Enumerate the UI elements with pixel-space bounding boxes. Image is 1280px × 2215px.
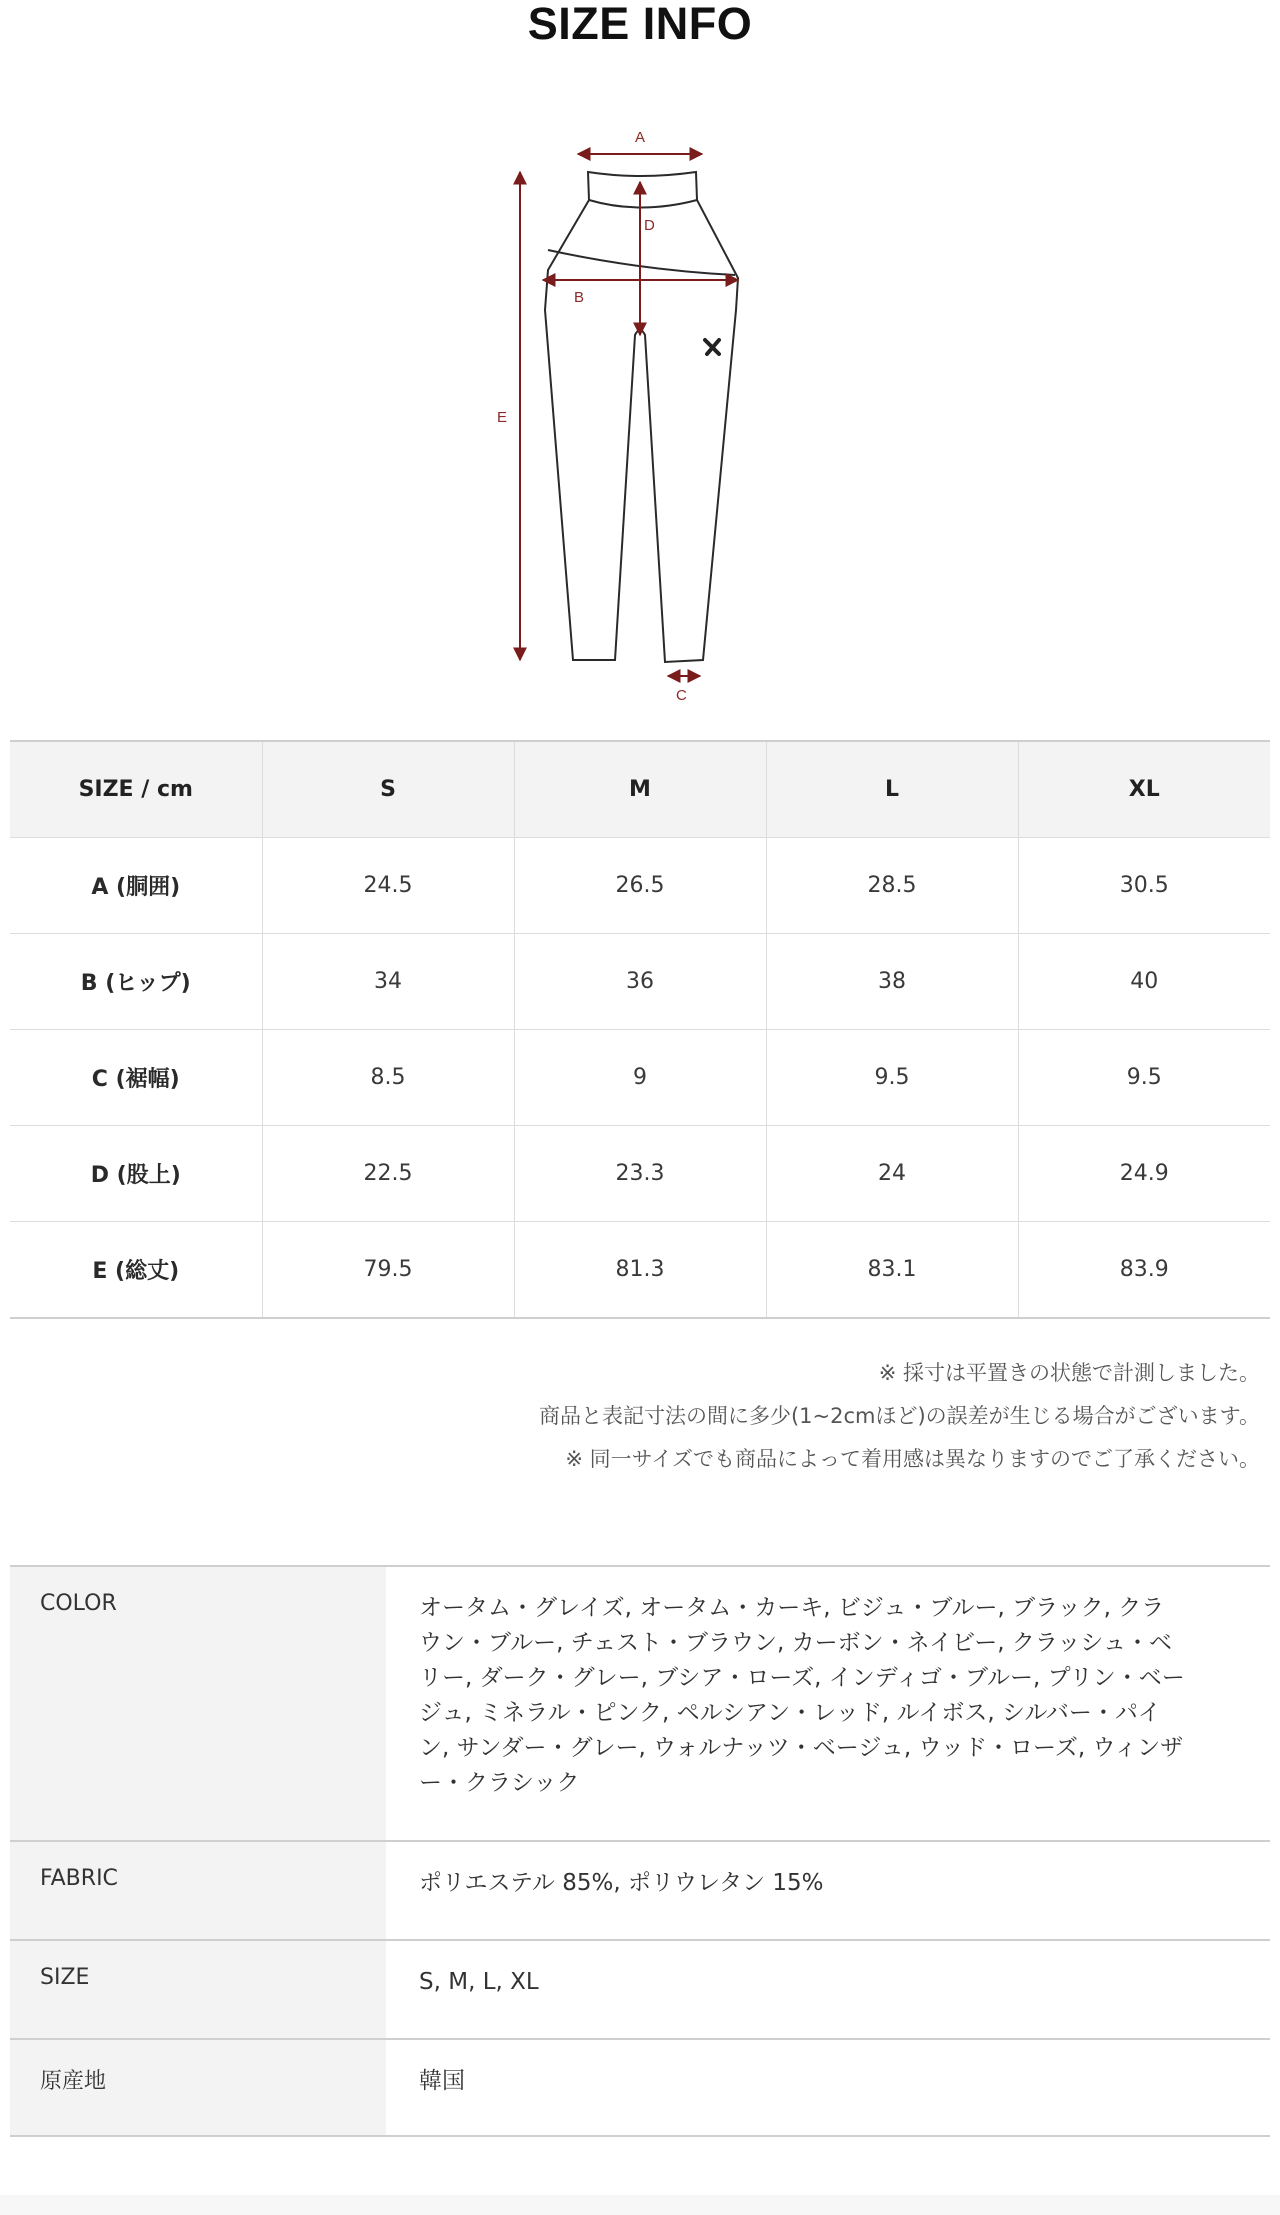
label-c: C — [676, 687, 687, 704]
info-row-origin — [10, 2039, 1270, 2136]
note-line: ※ 採寸は平置きの状態で計測しました。 — [878, 1361, 1260, 1385]
color-line: ウン・ブルー, チェスト・ブラウン, カーボン・ネイビー, クラッシュ・ベ — [419, 1630, 1172, 1656]
table-cell: 8.5 — [262, 1030, 514, 1126]
table-cell: 30.5 — [1018, 838, 1270, 934]
label-a: A — [635, 129, 646, 146]
info-row-color — [10, 1566, 1270, 1841]
page-title: SIZE INFO — [527, 0, 753, 49]
header-cell-s: S — [262, 741, 514, 838]
info-label-fabric: FABRIC — [10, 1841, 386, 1940]
table-cell: 23.3 — [514, 1126, 766, 1222]
info-label-origin: 原産地 — [10, 2039, 386, 2136]
table-row — [10, 934, 1270, 1030]
table-cell: 24 — [766, 1126, 1018, 1222]
note-line: 商品と表記寸法の間に多少(1~2cmほど)の誤差が生じる場合がございます。 — [538, 1404, 1260, 1428]
label-e: E — [497, 409, 508, 426]
info-row-size — [10, 1940, 1270, 2039]
table-cell: 34 — [262, 934, 514, 1030]
measurement-notes — [20, 1352, 1260, 1481]
table-cell: 9 — [514, 1030, 766, 1126]
info-value-origin: 韓国 — [386, 2039, 1270, 2136]
label-b: B — [574, 289, 585, 306]
label-d: D — [644, 217, 655, 234]
table-cell: 9.5 — [766, 1030, 1018, 1126]
table-cell: 26.5 — [514, 838, 766, 934]
product-info-table — [10, 1565, 1270, 2137]
header-cell-l: L — [766, 741, 1018, 838]
row-label: C (裾幅) — [10, 1030, 262, 1126]
table-row — [10, 838, 1270, 934]
note-line: ※ 同一サイズでも商品によって着用感は異なりますのでご了承ください。 — [565, 1447, 1260, 1471]
info-row-fabric — [10, 1841, 1270, 1940]
info-value-fabric: ポリエステル 85%, ポリウレタン 15% — [386, 1841, 1270, 1940]
table-cell: 36 — [514, 934, 766, 1030]
table-cell: 9.5 — [1018, 1030, 1270, 1126]
table-cell: 81.3 — [514, 1222, 766, 1319]
size-chart-table — [10, 740, 1270, 1319]
header-cell-size-unit: SIZE / cm — [10, 741, 262, 838]
row-label: B (ヒップ) — [10, 934, 262, 1030]
table-cell: 28.5 — [766, 838, 1018, 934]
table-cell: 83.9 — [1119, 1257, 1169, 1282]
info-label-color: COLOR — [10, 1566, 386, 1841]
page-footer-band — [0, 2195, 1280, 2215]
size-chart-header-row — [10, 741, 1270, 838]
table-row — [10, 1222, 1270, 1319]
table-cell: 40 — [1018, 934, 1270, 1030]
color-line: リー, ダーク・グレー, ブシア・ローズ, インディゴ・ブルー, プリン・ベー — [419, 1665, 1185, 1691]
leggings-outline — [545, 172, 738, 662]
table-cell: 38 — [766, 934, 1018, 1030]
table-cell: 24.9 — [1018, 1126, 1270, 1222]
table-cell: 79.5 — [262, 1222, 514, 1319]
table-cell: 22.5 — [262, 1126, 514, 1222]
color-line: オータム・グレイズ, オータム・カーキ, ビジュ・ブルー, ブラック, クラ — [419, 1595, 1165, 1621]
row-label: E (総丈) — [10, 1222, 262, 1319]
info-value-size: S, M, L, XL — [386, 1940, 1270, 2039]
table-cell: 24.5 — [262, 838, 514, 934]
header-cell-xl: XL — [1018, 741, 1270, 838]
table-cell: 83.1 — [766, 1222, 1018, 1319]
leggings-measurement-diagram — [0, 120, 1280, 720]
header-cell-m: M — [514, 741, 766, 838]
color-line: ジュ, ミネラル・ピンク, ペルシアン・レッド, ルイボス, シルバー・パイ — [419, 1700, 1161, 1726]
row-label: A (胴囲) — [10, 838, 262, 934]
color-line: ン, サンダー・グレー, ウォルナッツ・ベージュ, ウッド・ローズ, ウィンザ — [419, 1735, 1184, 1761]
table-row — [10, 1126, 1270, 1222]
table-row — [10, 1030, 1270, 1126]
info-label-size: SIZE — [10, 1940, 386, 2039]
info-value-color — [386, 1566, 1270, 1841]
color-line: ー・クラシック — [419, 1770, 580, 1796]
row-label: D (股上) — [10, 1126, 262, 1222]
